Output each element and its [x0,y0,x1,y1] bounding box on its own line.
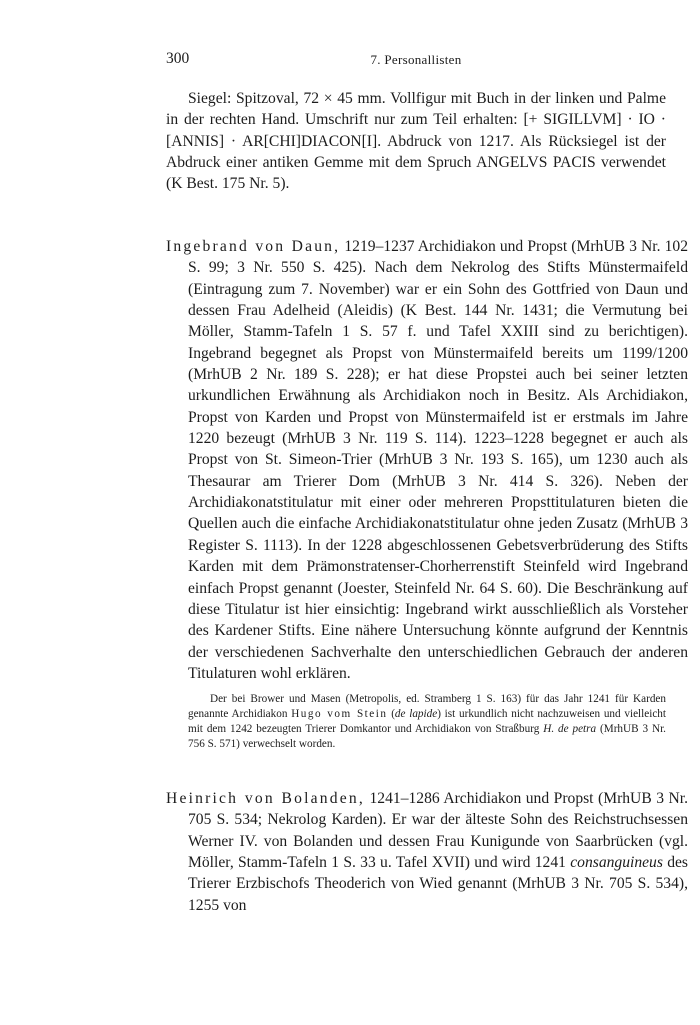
entry-text: 1241–1286 Archidiakon und Propst (MrhUB 3 Nr. 705 S. 534; Nekrolog Karden). Er war der älteste Sohn des Reichstruchsessen Werner IV. von Bolanden und dessen Frau Kunigunde von Saarbrücken (vgl. Möller, Stamm-Tafeln 1 S. 33 u. Tafel XVII) und wird 1241 [188,790,689,872]
footnote-name: Hugo vom Stein [291,708,388,720]
page-number: 300 [166,50,190,67]
entry-heinrich [166,788,688,916]
entry-ingebrand [166,236,688,684]
footnote-text: ( [387,708,395,720]
siegel-paragraph: Siegel: Spitzoval, 72 × 45 mm. Vollfigur mit Buch in der linken und Palme in der rechten Hand. Umschrift nur zum Teil erhalten: [+ SIGILLVM] · IO · [ANNIS] · AR[CHI]DIACON[I]. Abdruck von 1217. Als Rücksiegel ist der Abdruck einer antiken Gemme mit dem Spruch ANGELVS PACIS verwendet (K Best. 175 Nr. 5). [166,90,666,193]
running-title: 7. Personallisten [370,52,462,67]
footnote-text: ) ist urkundlich nicht nachzuweisen und vielleicht mit dem 1242 bezeugten Trierer Domkantor und Archidiakon von Straßburg [188,708,666,735]
footnote-italic: de lapide [394,708,438,720]
footnote-text: Der bei Brower und Masen (Metropolis, ed. Stramberg 1 S. 163) für das Jahr 1241 für Karden genannte Archidiakon [188,693,666,720]
footnote-text: (MrhUB 3 Nr. 756 S. 571) verwechselt worden. [188,723,666,750]
entry-italic: consanguineus [570,854,663,872]
entry-name: Ingebrand von Daun, [166,238,341,255]
entry-text: des Trierer Erzbischofs Theoderich von Wied genannt (MrhUB 3 Nr. 705 S. 534), 1255 von [188,854,688,914]
footnote-italic: H. de petra [543,723,597,735]
footnote [188,692,666,752]
entry-text: 1219–1237 Archidiakon und Propst (MrhUB 3 Nr. 102 S. 99; 3 Nr. 550 S. 425). Nach dem Nekrolog des Stifts Münstermaifeld (Eintragung zum 7. November) war er ein Sohn des Gottfried von Daun und dessen Frau Adelheid (Aleidis) (K Best. 144 Nr. 1431; die Vermutung bei Möller, Stamm-Tafeln 1 S. 57 f. und Tafel XXIII sind zu berichtigen). Ingebrand begegnet als Propst von Münstermaifeld bereits um 1199/1200 (MrhUB 2 Nr. 189 S. 228); er hat diese Propstei auch bei seiner letzten urkundlichen Erwähnung als Archidiakon noch in Besitz. Als Archidiakon, Propst von Karden und Propst von Münstermaifeld ist er erstmals im Jahre 1220 bezeugt (MrhUB 3 Nr. 119 S. 114). 1223–1228 begegnet er auch als Propst von St. Simeon-Trier (MrhUB 3 Nr. 193 S. 165), um 1230 auch als Thesaurar am Trierer Dom (MrhUB 3 Nr. 414 S. 326). Neben der Archidiakonatstitulatur mit einer oder mehreren Propsttitulaturen bieten die Quellen auch die einfache Archidiakonatstitulatur ohne jeden Zusatz (MrhUB 3 Register S. 1113). In der 1228 abgeschlossenen Gebetsverbrüderung des Stifts Karden mit dem Prämonstratenser-Chorherrenstift Steinfeld wird Ingebrand einfach Propst genannt (Joester, Steinfeld Nr. 64 S. 60). Die Beschränkung auf diese Titulatur ist hier einsichtig: Ingebrand wirkt ausschließlich als Vorsteher des Kardener Stifts. Eine nähere Untersuchung könnte aufgrund der Kenntnis der verschiedenen Sachverhalte den unterschiedlichen Gebrauch der anderen Titulaturen wohl erklären. [188,238,688,682]
page-header [166,50,666,70]
entry-name: Heinrich von Bolanden, [166,790,366,807]
